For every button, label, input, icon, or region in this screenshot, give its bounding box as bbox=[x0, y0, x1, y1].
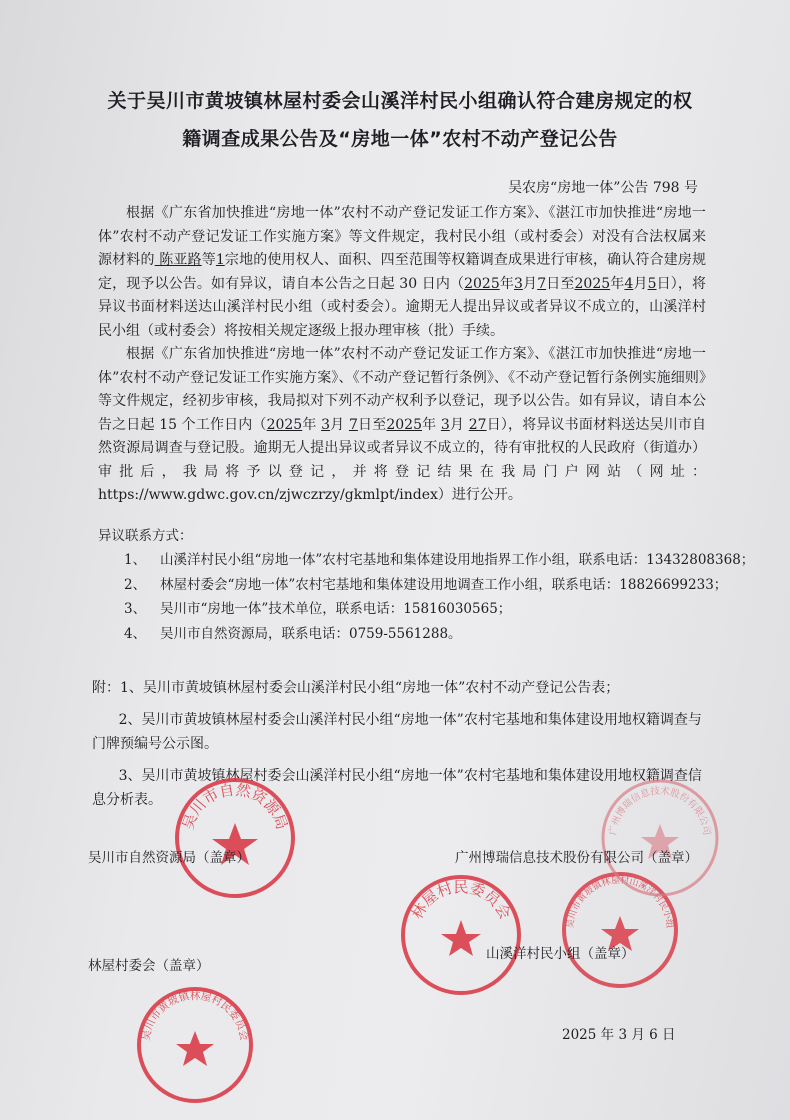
contact-item bbox=[98, 597, 706, 622]
filled-field: 1 bbox=[215, 252, 225, 268]
contact-number: 2、 bbox=[124, 576, 147, 593]
filled-field: 陈亚路 bbox=[154, 252, 202, 268]
village-committee-seal bbox=[135, 985, 255, 1105]
text-segment: 月 bbox=[633, 275, 648, 292]
title-line-2: 籍调查成果公告及“房地一体”农村不动产登记公告 bbox=[182, 128, 618, 150]
contact-number: 4、 bbox=[124, 625, 147, 642]
signature-date: 2025 年 3 月 6 日 bbox=[562, 1027, 676, 1043]
attachment-3: 3、吴川市黄坡镇林屋村委会山溪洋村民小组“房地一体”农村宅基地和集体建设用地权籍调查信息分析表。 bbox=[92, 768, 702, 808]
village-committee-seal-2-text: 林屋村民委员会 bbox=[407, 878, 515, 923]
attachment-2: 2、吴川市黄坡镇林屋村委会山溪洋村民小组“房地一体”农村宅基地和集体建设用地权籍调查与门牌预编号公示图。 bbox=[92, 712, 702, 752]
document-content bbox=[92, 202, 755, 820]
signature-bureau: 吴川市自然资源局（盖章） bbox=[88, 850, 250, 866]
filled-field: 7 bbox=[348, 416, 358, 433]
document-body bbox=[98, 202, 706, 508]
filled-field: 27 bbox=[468, 416, 487, 433]
contact-number: 1、 bbox=[124, 552, 147, 568]
village-group-seal-text: 吴川市黄坡镇林屋村山溪洋村民小组 bbox=[565, 875, 675, 929]
company-seal-text: 广州博瑞信息技术股份有限公司 bbox=[607, 785, 713, 837]
document-number: 吴农房“房地一体”公告 798 号 bbox=[508, 180, 698, 196]
document-title bbox=[55, 82, 745, 158]
filled-field: 3 bbox=[514, 275, 523, 292]
signature-village-group: 山溪洋村民小组（盖章） bbox=[486, 946, 635, 962]
filled-field: 2025 bbox=[266, 416, 303, 433]
signature-company: 广州博瑞信息技术股份有限公司（盖章） bbox=[455, 850, 698, 866]
text-segment: 日），将异议书面材料送达吴川市自然资源局调查与登记股。逾期无人提出异议或者异议不成立的，待有审批权的人民政府（街道办）审批后，我局将予以登记，并将登记结果在我局门户网站（网址：https://www.gdwc.gov.cn/zjwczrzy/gkmlpt/index）进行公开。 bbox=[98, 416, 707, 503]
text-segment: 根据《广东省加快推进“房地一体”农村不动产登记发证工作方案》、《湛江市加快推进“房地一体”农村不动产登记发证工作实施方案》等文件规定，我村民小组（或村委会）对没有合法权属来源材料的 bbox=[98, 205, 706, 268]
paragraph-registration-notice bbox=[98, 343, 706, 508]
svg-text:林屋村民委员会 bbox=[408, 878, 514, 922]
paragraph-village-notice bbox=[98, 202, 706, 343]
contacts-heading: 异议联系方式： bbox=[98, 527, 193, 544]
text-segment: 月 bbox=[522, 275, 538, 292]
text-segment: 年 bbox=[422, 416, 441, 433]
contact-number: 3、 bbox=[124, 601, 147, 617]
company-seal bbox=[598, 776, 722, 900]
signature-village-committee: 林屋村委会（盖章） bbox=[88, 958, 210, 974]
text-segment: 等 bbox=[201, 252, 216, 268]
text-segment: 年 bbox=[610, 275, 625, 292]
objection-contacts bbox=[98, 524, 755, 647]
text-segment: 日），将异议书面材料送达山溪洋村民小组（或村委会）。逾期无人提出异议或者异议不成立的，山溪洋村民小组（或村委会）将按相关规定逐级上报办理审核（批）手续。 bbox=[98, 275, 707, 339]
filled-field: 2025 bbox=[574, 275, 611, 292]
text-segment: 根据《广东省加快推进“房地一体”农村不动产登记发证工作方案》、《湛江市加快推进“房地一体”农村不动产登记发证工作实施方案》、《不动产登记暂行条例》、《不动产登记暂行条例实施细则》等文件规定，经初步审核，我局拟对下列不动产权利予以登记，现予以公告。如有异议，请自本公告之日起 15 个工作日内（ bbox=[98, 346, 706, 433]
village-committee-seal-text: 吴川市黄坡镇林屋村民委员会 bbox=[140, 990, 250, 1042]
text-segment: 月 bbox=[449, 416, 469, 433]
attachment-1: 附：1、吴川市黄坡镇林屋村委会山溪洋村民小组“房地一体”农村不动产登记公告表； bbox=[92, 680, 620, 696]
contact-text: 山溪洋村民小组“房地一体”农村宅基地和集体建设用地指界工作小组，联系电话：13432808368； bbox=[160, 552, 755, 568]
contact-item bbox=[98, 573, 728, 598]
filled-field: 2025 bbox=[464, 275, 500, 292]
text-segment: 年 bbox=[499, 275, 514, 292]
filled-field: 5 bbox=[647, 275, 657, 292]
text-segment: 月 bbox=[330, 416, 349, 433]
contact-item bbox=[98, 548, 755, 573]
filled-field: 4 bbox=[624, 275, 634, 292]
filled-field: 2025 bbox=[386, 416, 422, 433]
title-line-1: 关于吴川市黄坡镇林屋村委会山溪洋村民小组确认符合建房规定的权 bbox=[107, 90, 693, 112]
contact-item bbox=[98, 622, 706, 647]
filled-field: 3 bbox=[440, 416, 450, 433]
bureau-seal bbox=[172, 775, 298, 901]
text-segment: 日至 bbox=[546, 275, 575, 292]
bureau-seal-text: 吴川市自然资源局 bbox=[178, 780, 292, 832]
text-segment: 年 bbox=[302, 416, 322, 433]
contact-text: 林屋村委会“房地一体”农村宅基地和集体建设用地调查工作小组，联系电话：18826699233； bbox=[160, 576, 728, 593]
text-segment: 宗地的使用权人、面积、四至范围等权籍调查成果进行审核，确认符合建房规定，现予以公告。如有异议，请自本公告之日起 30 日内（ bbox=[98, 252, 707, 292]
contact-text: 吴川市自然资源局，联系电话：0759-5561288。 bbox=[160, 625, 462, 642]
filled-field: 7 bbox=[537, 275, 547, 292]
text-segment: 日至 bbox=[357, 416, 387, 433]
contact-text: 吴川市“房地一体”技术单位，联系电话：15816030565； bbox=[160, 601, 512, 617]
filled-field: 3 bbox=[321, 416, 331, 433]
village-committee-seal-2 bbox=[398, 872, 524, 998]
